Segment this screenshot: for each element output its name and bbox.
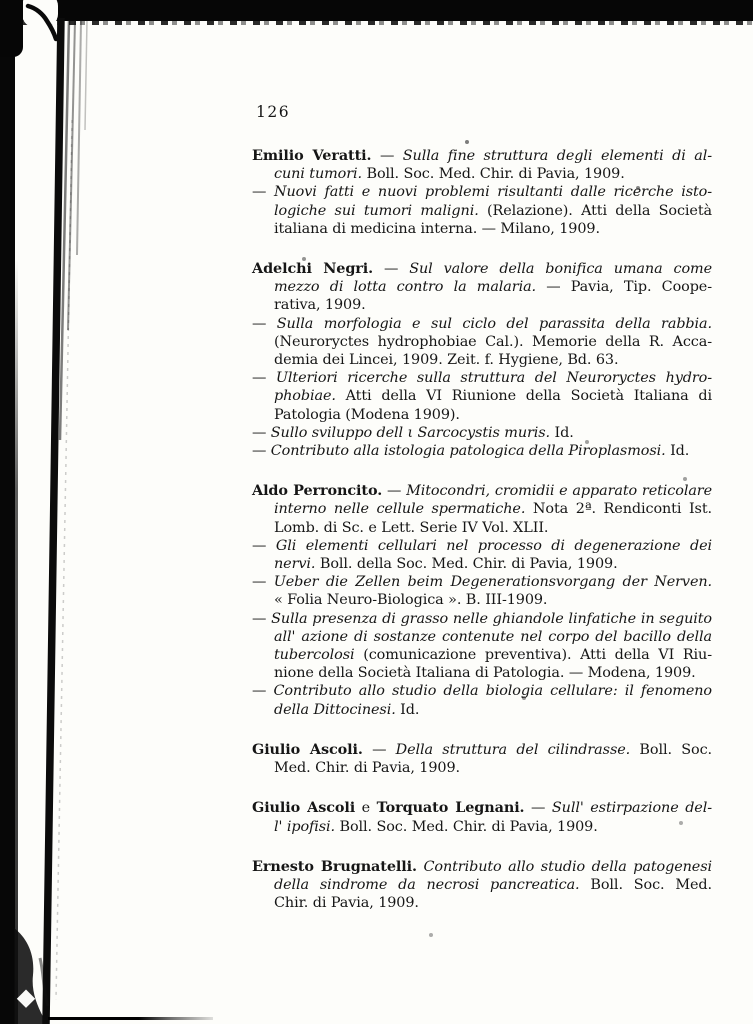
page-number: 126 bbox=[256, 103, 291, 121]
text-segment: — bbox=[373, 261, 410, 278]
text-segment: rativa, 1909. bbox=[274, 297, 366, 314]
text-segment: Id. bbox=[550, 424, 574, 441]
text-segment: Giulio Ascoli. bbox=[252, 740, 363, 758]
text-segment: Aldo Perroncito. bbox=[252, 482, 383, 500]
text-segment: — bbox=[371, 148, 403, 164]
text-segment: Med. Chir. di Pavia, 1909. bbox=[274, 760, 461, 777]
text-segment: « Folia Neuro-Biologica ». B. III-1909. bbox=[274, 592, 548, 609]
text-segment: Emilio Veratti. bbox=[252, 147, 372, 164]
text-segment: demia dei Lincei, 1909. Zeit. f. Hygiene, Bd. 63. bbox=[274, 352, 619, 369]
text-segment: (comunicazione preventiva). Atti della VI Riu- bbox=[354, 647, 712, 664]
text-segment: Gli elementi cellulari nel processo di degenerazione dei bbox=[275, 537, 713, 554]
text-segment: — bbox=[252, 537, 276, 554]
text-segment: — bbox=[362, 741, 396, 758]
text-segment: della sindrome da necrosi pancreatica. bbox=[274, 876, 580, 893]
text-segment: Atti della VI Riunione della Società Italiana di bbox=[335, 388, 712, 405]
scan-artifact-corner-block bbox=[0, 0, 23, 57]
text-segment: Boll. della Soc. Med. Chir. di Pavia, 1909. bbox=[315, 556, 618, 573]
text-segment: Ulteriori ricerche sulla struttura del Neuroryctes hydro- bbox=[275, 370, 712, 387]
text-segment: phobiae. bbox=[274, 388, 336, 405]
text-segment: cuni tumori. bbox=[274, 166, 362, 183]
text-segment: Ueber die Zellen beim Degenerationsvorgang der Nerven. bbox=[273, 574, 713, 591]
text-segment: nione della Società Italiana di Patologia. — Modena, 1909. bbox=[274, 665, 696, 682]
text-segment: Sullo sviluppo dell ι Sarcocystis muris. bbox=[270, 424, 551, 441]
text-segment: Sul valore della bonifica umana come bbox=[409, 261, 712, 278]
text-segment: Chir. di Pavia, 1909. bbox=[274, 895, 419, 912]
text-segment: Boll. Soc. bbox=[630, 741, 713, 758]
text-segment: — bbox=[252, 424, 271, 441]
text-segment: (Neuroryctes hydrophobiae Cal.). Memorie della R. Acca- bbox=[274, 333, 712, 350]
text-segment: tubercolosi bbox=[274, 647, 355, 664]
text-segment: Lomb. di Sc. e Lett. Serie IV Vol. XLII. bbox=[274, 519, 549, 536]
text-segment: Contributo allo studio della patogenesi bbox=[423, 858, 712, 875]
scan-artifact-bottom-line bbox=[48, 1017, 213, 1020]
text-segment: italiana di medicina interna. — Milano, 1909. bbox=[274, 220, 600, 237]
text-segment: — bbox=[252, 683, 274, 700]
text-segment: Ernesto Brugnatelli. bbox=[252, 857, 417, 875]
text-segment: — bbox=[252, 610, 272, 627]
text-segment: (Relazione). Atti della Società bbox=[478, 202, 712, 219]
text-segment: mezzo di lotta contro la malaria. bbox=[274, 279, 537, 296]
text-segment: Contributo alla istologia patologica della Piroplasmosi. bbox=[270, 443, 666, 460]
text-segment: Sulla morfologia e sul ciclo del parassita della rabbia. bbox=[276, 315, 712, 332]
text-segment: Contributo allo studio della biologia cellulare: il fenomeno bbox=[273, 683, 712, 700]
text-segment: — bbox=[382, 483, 407, 500]
text-segment: all' azione di sostanze contenute nel corpo del bacillo della bbox=[274, 628, 712, 645]
text-segment: e bbox=[355, 800, 377, 817]
text-segment: Sulla presenza di grasso nelle ghiandole linfatiche in seguito bbox=[271, 610, 712, 627]
text-segment: Nota 2ª. Rendiconti Ist. bbox=[525, 501, 712, 518]
text-segment: Boll. Soc. Med. Chir. di Pavia, 1909. bbox=[362, 166, 625, 183]
text-segment: Nuovi fatti e nuovi problemi risultanti dalle ricerche isto- bbox=[274, 184, 712, 201]
text-segment: — bbox=[524, 800, 552, 817]
text-segment: — Pavia, Tip. Coope- bbox=[536, 279, 712, 296]
text-segment: — bbox=[252, 443, 271, 460]
text-segment: logiche sui tumori maligni. bbox=[274, 202, 479, 219]
text-segment: Boll. Soc. Med. Chir. di Pavia, 1909. bbox=[335, 818, 598, 835]
text-segment: Sulla fine struttura degli elementi di al- bbox=[402, 148, 712, 164]
text-segment: — bbox=[252, 315, 277, 332]
text-segment: — bbox=[252, 574, 274, 591]
text-segment: Torquato Legnani. bbox=[376, 799, 525, 817]
text-segment: Boll. Soc. Med. bbox=[579, 876, 713, 893]
text-segment: nervi. bbox=[274, 556, 316, 573]
text-segment: Patologia (Modena 1909). bbox=[274, 406, 460, 423]
text-segment: Mitocondri, cromidii e apparato reticolare bbox=[406, 483, 713, 500]
text-segment: Della struttura del cilindrasse. bbox=[395, 741, 631, 758]
text-segment: — bbox=[252, 184, 275, 201]
text-segment: Adelchi Negri. bbox=[252, 260, 374, 278]
text-segment: Id. bbox=[665, 443, 690, 460]
text-segment: Id. bbox=[395, 701, 420, 718]
text-segment: Giulio Ascoli bbox=[252, 799, 356, 817]
text-segment: — bbox=[252, 370, 276, 387]
text-segment: l' ipofisi. bbox=[274, 818, 336, 835]
text-segment: Sull' estirpazione del- bbox=[551, 800, 712, 817]
text-segment: interno nelle cellule spermatiche. bbox=[274, 501, 526, 518]
text-segment: della Dittocinesi. bbox=[274, 701, 396, 718]
